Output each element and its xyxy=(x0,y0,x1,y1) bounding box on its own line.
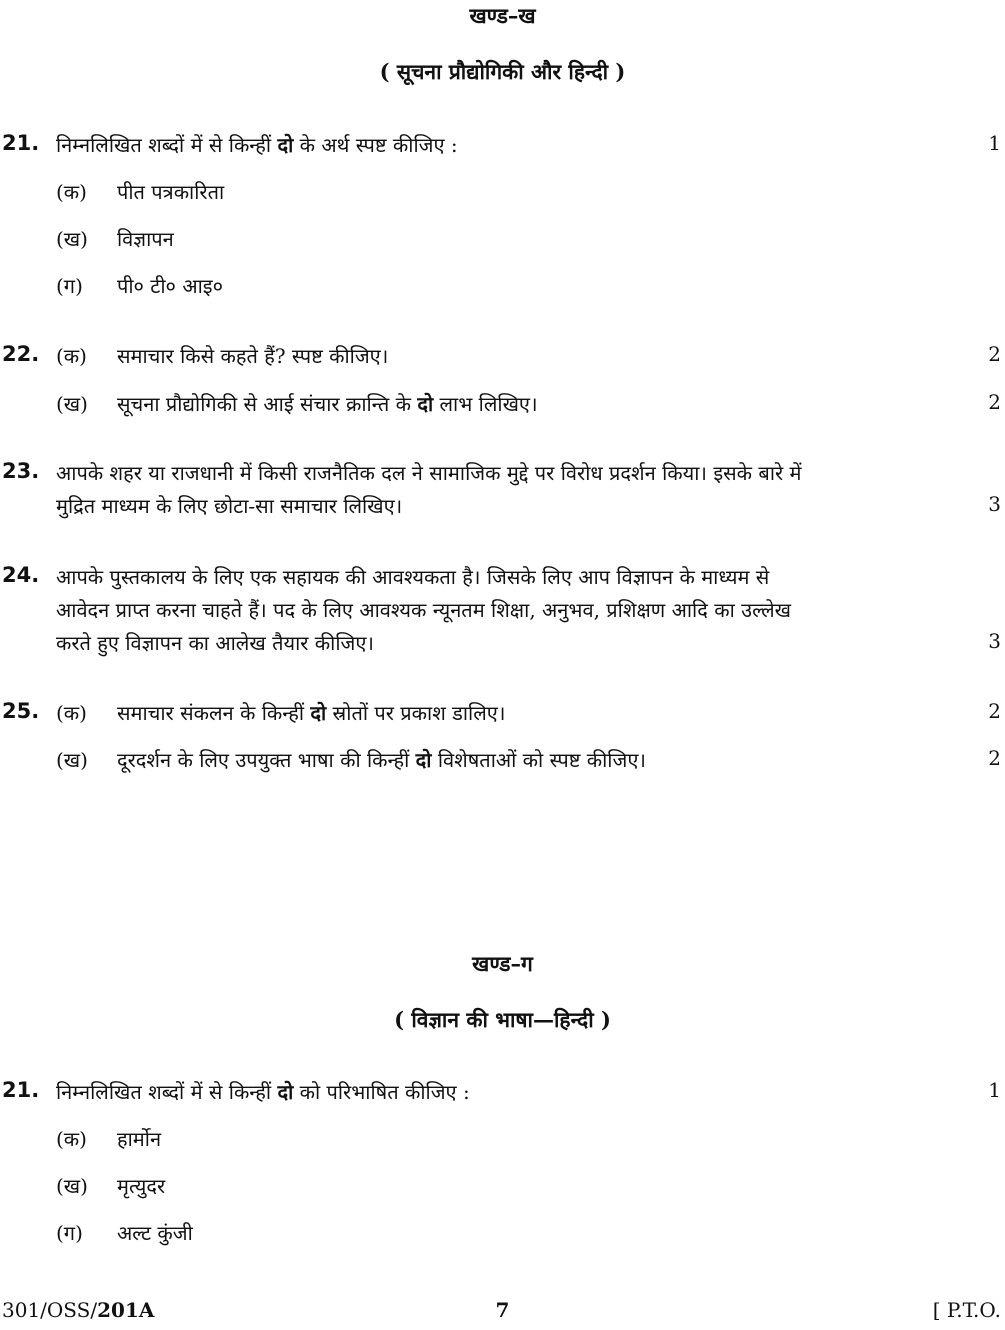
marks: 2 xyxy=(988,390,1001,414)
option-label: (ग) xyxy=(56,1221,83,1245)
question-text: आपके शहर या राजधानी में किसी राजनैतिक दल ने सामाजिक मुद्दे पर विरोध प्रदर्शन किया। इसके बारे में xyxy=(56,461,802,485)
section-b-subtitle: ( सूचना प्रौद्योगिकी और हिन्दी ) xyxy=(379,59,626,84)
pto-label: [ P.T.O. xyxy=(932,1298,1001,1322)
part-label: (क) xyxy=(56,701,87,725)
question-number: 21. xyxy=(2,131,40,155)
section-c-title: खण्ड–ग xyxy=(472,951,533,976)
question-text: समाचार किसे कहते हैं? स्पष्ट कीजिए। xyxy=(117,344,389,368)
marks: 2 xyxy=(988,342,1001,366)
question-text: करते हुए विज्ञापन का आलेख तैयार कीजिए। xyxy=(56,631,374,655)
option-label: (ख) xyxy=(56,1174,88,1198)
option-label: (क) xyxy=(56,1127,87,1151)
marks: 2 xyxy=(988,746,1001,770)
part-label: (ख) xyxy=(56,748,88,772)
question-number: 25. xyxy=(2,699,40,723)
paper-code: 301/OSS/201A xyxy=(2,1298,155,1322)
question-number: 23. xyxy=(2,459,40,483)
page-number: 7 xyxy=(495,1298,510,1322)
option-text: विज्ञापन xyxy=(117,227,174,251)
question-text: आवेदन प्राप्त करना चाहते हैं। पद के लिए आवश्यक न्यूनतम शिक्षा, अनुभव, प्रशिक्षण आदि का उल्लेख xyxy=(56,598,792,622)
part-label: (ख) xyxy=(56,392,88,416)
section-c-subtitle: ( विज्ञान की भाषा—हिन्दी ) xyxy=(394,1007,611,1032)
question-text: निम्नलिखित शब्दों में से किन्हीं दो के अर्थ स्पष्ट कीजिए : xyxy=(56,133,458,157)
question-text: मुद्रित माध्यम के लिए छोटा-सा समाचार लिखिए। xyxy=(56,494,403,518)
option-label: (ग) xyxy=(56,274,83,298)
option-text: पी० टी० आइ० xyxy=(117,274,223,298)
marks: 1 xyxy=(988,1078,1001,1102)
option-text: हार्मोन xyxy=(117,1127,162,1151)
option-text: अल्ट कुंजी xyxy=(117,1221,193,1245)
question-text: आपके पुस्तकालय के लिए एक सहायक की आवश्यकता है। जिसके लिए आप विज्ञापन के माध्यम से xyxy=(56,565,770,589)
part-label: (क) xyxy=(56,344,87,368)
option-text: पीत पत्रकारिता xyxy=(117,180,225,204)
question-number: 24. xyxy=(2,563,40,587)
question-text: दूरदर्शन के लिए उपयुक्त भाषा की किन्हीं दो विशेषताओं को स्पष्ट कीजिए। xyxy=(117,748,646,772)
question-text: निम्नलिखित शब्दों में से किन्हीं दो को परिभाषित कीजिए : xyxy=(56,1080,470,1104)
option-label: (ख) xyxy=(56,227,88,251)
marks: 3 xyxy=(988,629,1001,653)
section-b-title: खण्ड–ख xyxy=(469,3,536,28)
option-label: (क) xyxy=(56,180,87,204)
question-text: सूचना प्रौद्योगिकी से आई संचार क्रान्ति के दो लाभ लिखिए। xyxy=(117,392,538,416)
question-text: समाचार संकलन के किन्हीं दो स्रोतों पर प्रकाश डालिए। xyxy=(117,701,506,725)
marks: 2 xyxy=(988,699,1001,723)
question-number: 21. xyxy=(2,1078,40,1102)
question-number: 22. xyxy=(2,342,40,366)
marks: 3 xyxy=(988,492,1001,516)
marks: 1 xyxy=(988,131,1001,155)
option-text: मृत्युदर xyxy=(117,1174,166,1198)
